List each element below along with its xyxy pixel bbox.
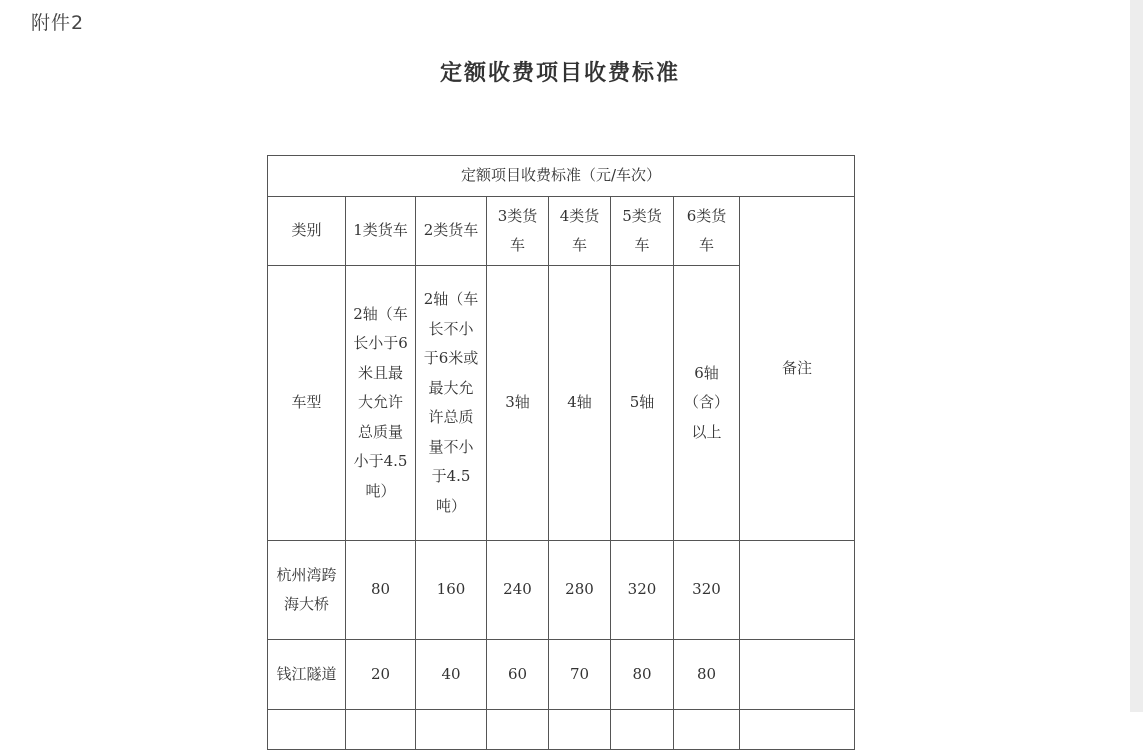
remarks-header: 备注	[740, 197, 855, 541]
table-row	[268, 640, 855, 710]
class-header-5: 5类货车	[611, 197, 674, 266]
vehicle-type-2: 2轴（车长不小于6米或最大允许总质量不小于4.5吨）	[416, 266, 487, 541]
row-name: 杭州湾跨海大桥	[268, 541, 346, 640]
class-header-2: 2类货车	[416, 197, 487, 266]
fee-cell: 240	[487, 541, 549, 640]
class-header-1: 1类货车	[346, 197, 416, 266]
row-name: 钱江隧道	[268, 640, 346, 710]
attachment-label: 附件2	[31, 12, 85, 34]
fee-cell: 80	[611, 640, 674, 710]
fee-cell: 320	[674, 541, 740, 640]
fee-cell: 160	[416, 541, 487, 640]
table-row	[268, 710, 855, 750]
fee-cell: 320	[611, 541, 674, 640]
class-header-6: 6类货车	[674, 197, 740, 266]
vehicle-type-4: 4轴	[549, 266, 611, 541]
fee-cell: 70	[549, 640, 611, 710]
fee-cell: 40	[416, 640, 487, 710]
remark-cell	[740, 640, 855, 710]
fee-cell: 80	[674, 640, 740, 710]
vehicle-type-5: 5轴	[611, 266, 674, 541]
remark-cell	[740, 541, 855, 640]
vehicle-type-3: 3轴	[487, 266, 549, 541]
table-caption: 定额项目收费标准（元/车次）	[268, 156, 855, 197]
fee-cell: 60	[487, 640, 549, 710]
category-header: 类别	[268, 197, 346, 266]
vehicle-type-1: 2轴（车长小于6米且最大允许总质量小于4.5吨）	[346, 266, 416, 541]
page-title: 定额收费项目收费标准	[439, 61, 680, 86]
fee-cell: 20	[346, 640, 416, 710]
fee-standard-table	[267, 155, 855, 750]
vehicle-type-6: 6轴（含）以上	[674, 266, 740, 541]
scrollbar-track[interactable]	[1130, 0, 1143, 712]
fee-cell: 80	[346, 541, 416, 640]
vehicle-type-label: 车型	[268, 266, 346, 541]
class-header-3: 3类货车	[487, 197, 549, 266]
fee-cell: 280	[549, 541, 611, 640]
class-header-4: 4类货车	[549, 197, 611, 266]
table-row	[268, 541, 855, 640]
